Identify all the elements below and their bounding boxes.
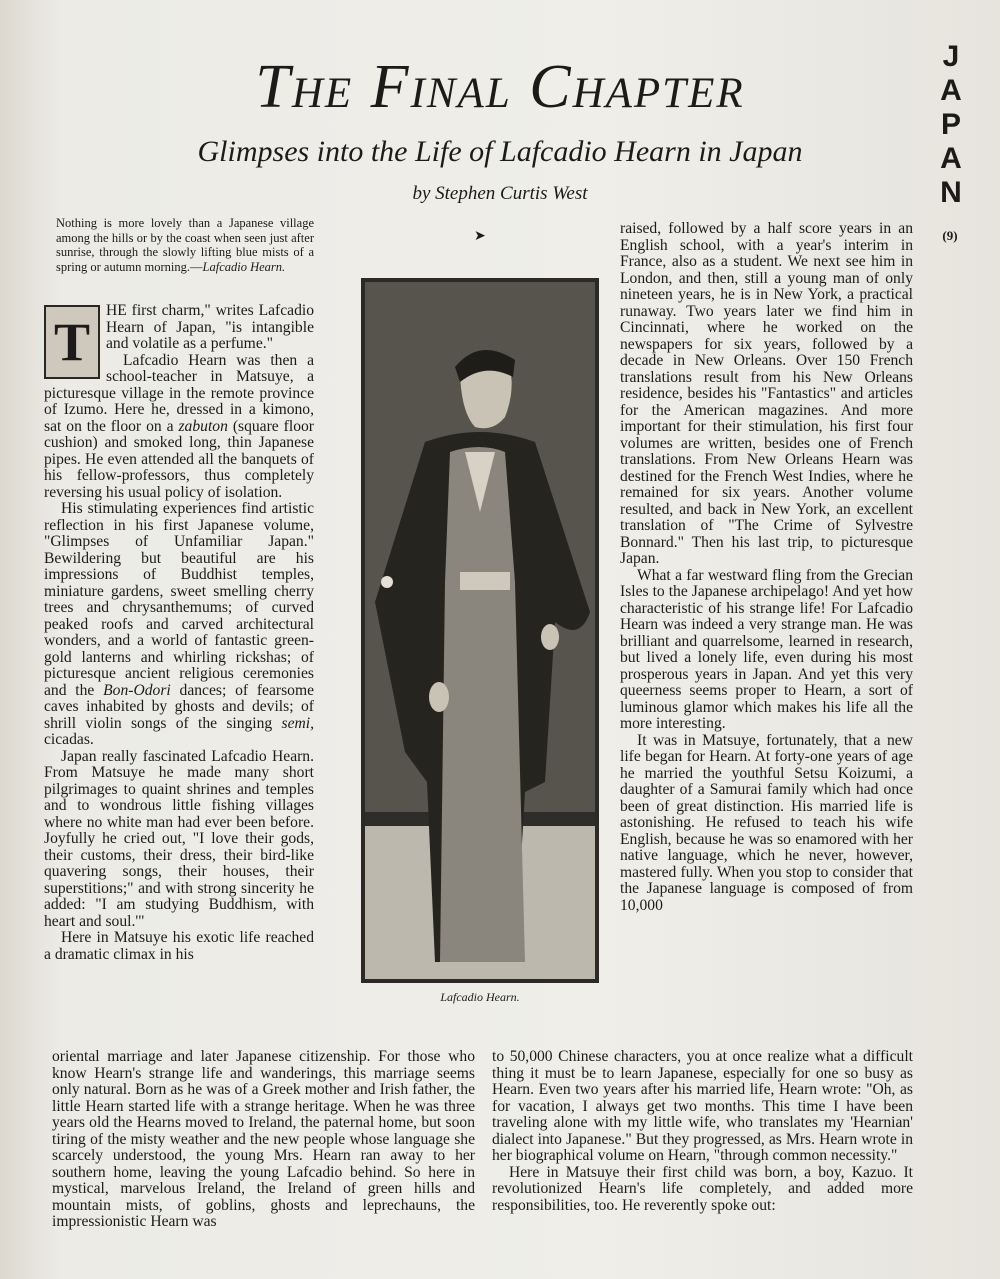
italic-term: Bon-Odori	[103, 681, 171, 699]
paragraph-text: HE first charm," writes Lafcadio Hearn of Japan, "is intangible and volatile as a perfume."	[106, 302, 314, 352]
section-tag-letter: N	[940, 176, 962, 209]
section-tag	[934, 40, 968, 210]
portrait-photo	[361, 278, 599, 983]
ornament-icon: ➤	[474, 229, 486, 244]
paragraph: It was in Matsuye, fortunately, that a new life began for Hearn. At forty-one years of age he married the youthful Setsu Koizumi, a daughter of a Samurai family which had once been of great distinction. His married life is astonishing. He refused to teach his wife English, because he was so enamored with her native language, which he never, however, mastered fully. When you stop to consider that the Japanese language is composed of from 10,000	[620, 731, 913, 914]
page-number: (9)	[942, 228, 958, 243]
epigraph-text: Nothing is more lovely than a Japanese village among the hills or by the coast when seen just after sunrise, through the slowly lifting blue mists of a spring or autumn morning.—	[56, 216, 314, 274]
italic-term: zabuton	[178, 417, 228, 435]
bottom-left-column	[52, 1049, 475, 1231]
section-tag-letter: P	[940, 108, 961, 141]
paragraph	[44, 302, 314, 372]
italic-term: semi,	[281, 714, 314, 732]
portrait-image	[365, 282, 595, 979]
paragraph: His stimulating experiences find artistic reflection in his first Japanese volume, "Glimpses of Unfamiliar Japan." Bewildering but beautiful are his impressions of Buddhist temples, miniature gardens, sweet smelling cherry trees and chrysanthemums; of curved peaked roofs and carved architectural wonders, and a world of fantastic green-gold lanterns and whirling rickshas; of picturesque ancient religious ceremonies and the Bon-Odori dances; of fearsome caves inhabited by ghosts and devils; of shrill violin songs of the singing semi, cicadas.	[44, 500, 314, 748]
portrait-figure-icon	[365, 282, 595, 979]
paragraph: Here in Matsuye their first child was born, a boy, Kazuo. It revolutionized Hearn's life completely, and added more responsibilities, too. He reverently spoke out:	[492, 1163, 913, 1214]
epigraph	[56, 216, 314, 274]
paragraph: Lafcadio Hearn was then a school-teacher in Matsuye, a picturesque village in the remote province of Izumo. Here he, dressed in a kimono, sat on the floor on a zabuton (square floor cushion) and smoked long, thin Japanese pipes. He even attended all the banquets of his fellow-professors, thus completely reversing his usual policy of isolation.	[44, 351, 314, 501]
paragraph: Here in Matsuye his exotic life reached a dramatic climax in his	[44, 929, 314, 963]
paragraph: raised, followed by a half score years in an English school, with a year's interim in France, also as a student. We next see him in London, and then, still a young man of only nineteen years, he is in New York, a practical runaway. Two years later we find him in Cincinnati, where he worked on the newspapers for six years, followed by a decade in New Orleans. Over 150 French translations result from his New Orleans residence, besides his "Fantastics" and articles for the American magazines. And more important for their stimulation, his first four volumes are written, besides one of French translations. From New Orleans Hearn was destined for the French West Indies, where he remained for six years. Another volume resulted, and back in New York, an excellent translation of "The Crime of Sylvestre Bonnard." Then his last trip, to picturesque Japan.	[620, 220, 913, 567]
photo-caption: Lafcadio Hearn.	[440, 990, 520, 1004]
article-subtitle: Glimpses into the Life of Lafcadio Hearn in Japan	[197, 135, 803, 168]
drop-cap: T	[44, 305, 100, 379]
section-tag-letter: A	[940, 142, 962, 175]
section-tag-letter: A	[940, 74, 962, 107]
paragraph: What a far westward fling from the Grecian Isles to the Japanese archipelago! And yet how characteristic of his strange life! For Lafcadio Hearn was indeed a very strange man. He was brilliant and quarrelsome, learned in research, but lived a lonely life, even during his most prosperous years in Japan. And yet this very queerness seems proper to Hearn, a sort of luminous glamor which makes his life all the more interesting.	[620, 566, 913, 732]
paragraph: oriental marriage and later Japanese citizenship. For those who know Hearn's strange life and wanderings, this marriage seems only natural. Born as he was of a Greek mother and Irish father, the little Hearn started life with a strange heritage. When he was three years old the Hearns moved to Ireland, the paternal home, but soon tiring of the misty weather and the new people whose language she scarcely understood, the young Mrs. Hearn ran away to her southern home, leaving the young Lafcadio behind. So here in mystical, marvelous Ireland, the Ireland of green hills and mountain mists, of goblins, ghosts and leprechauns, the impressionistic Hearn was	[52, 1048, 475, 1230]
paragraph: to 50,000 Chinese characters, you at once realize what a difficult thing it must be to learn Japanese, especially for one so busy as Hearn. Even two years after his married life, Hearn wrote: "Oh, as for vacation, I always get two months. This time I have been traveling alone with my little wife, who translates my 'Hearnian' dialect into Japanese." But they progressed, as Mrs. Hearn wrote in her biographical volume on Hearn, "through common necessity."	[492, 1048, 913, 1164]
byline: by Stephen Curtis West	[412, 183, 588, 204]
column-1	[44, 303, 314, 963]
column-3	[620, 221, 913, 914]
paragraph: Japan really fascinated Lafcadio Hearn. From Matsuye he made many short pilgrimages to quaint shrines and temples and to wondrous little fishing villages where no white man had ever been before. Joyfully he cried out, "I love their gods, their customs, their dress, their bird-like quavering songs, their houses, their superstitions;" and with strong sincerity he added: "I am studying Buddhism, with heart and soul.'"	[44, 747, 314, 930]
article-title: The Final Chapter	[255, 53, 745, 121]
epigraph-attribution: Lafcadio Hearn.	[202, 259, 286, 274]
bottom-right-column	[492, 1049, 913, 1214]
section-tag-letter: J	[942, 40, 960, 73]
